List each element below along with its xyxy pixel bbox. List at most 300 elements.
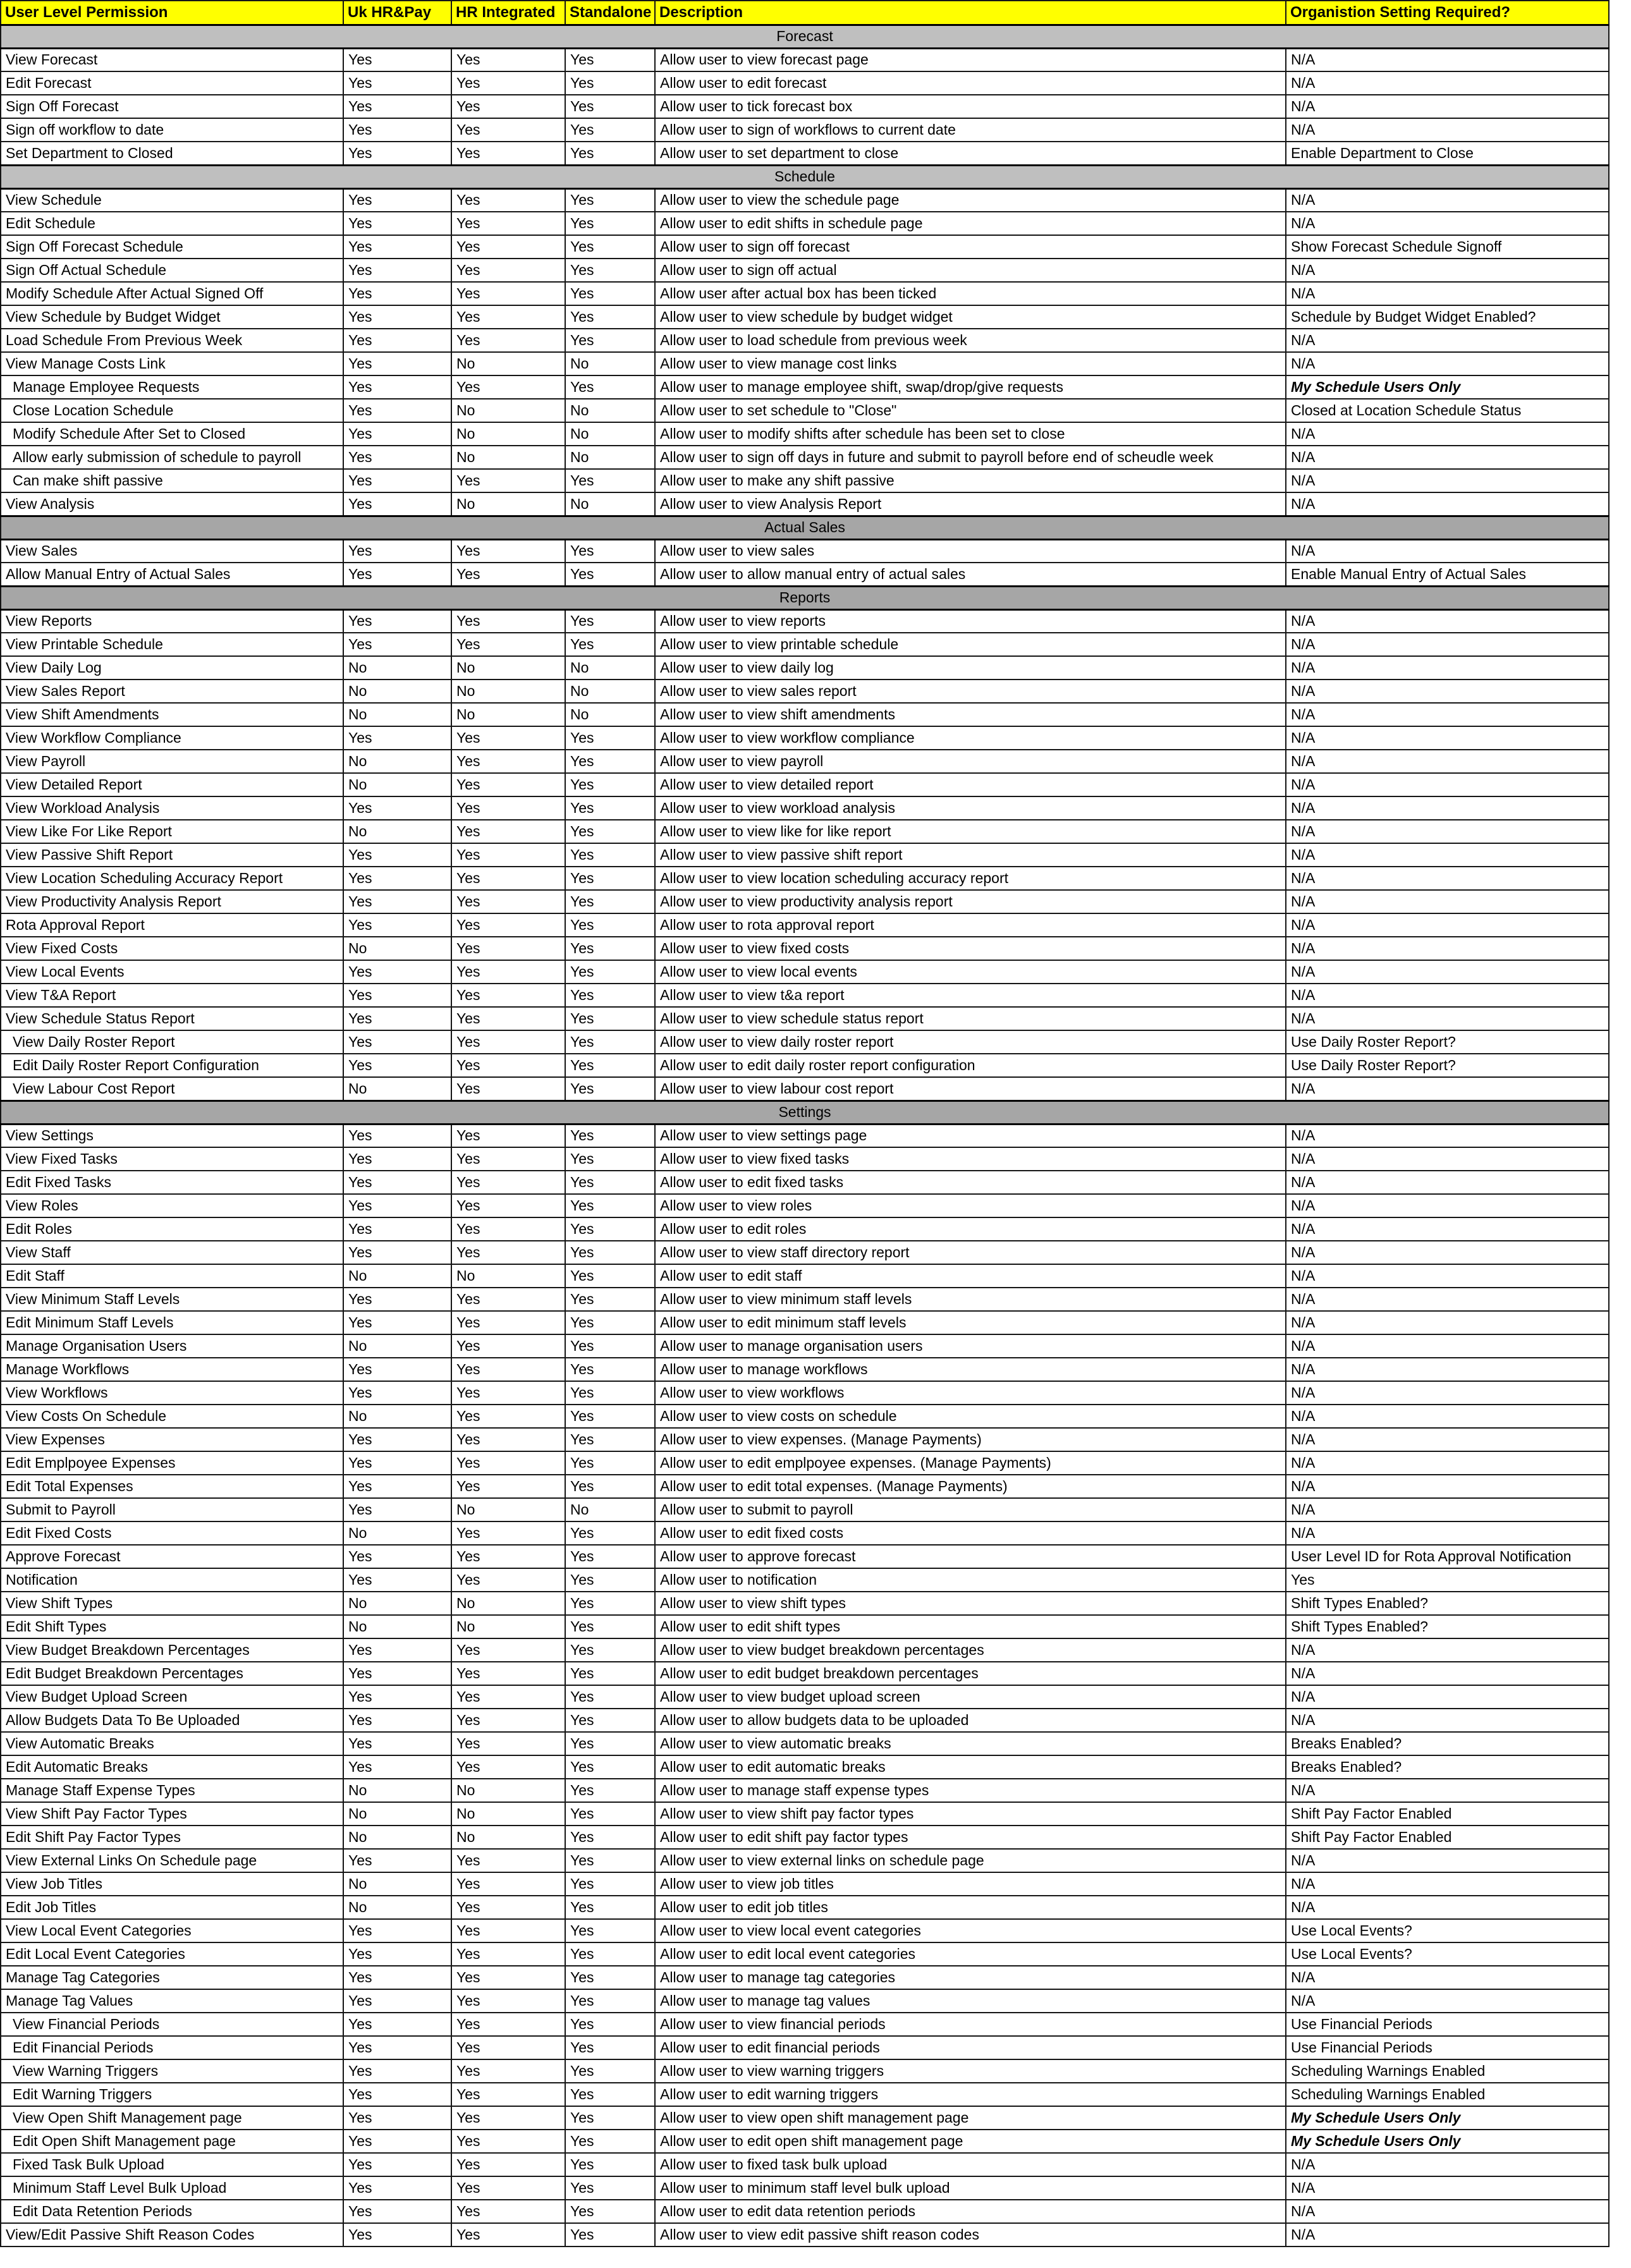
cell-uk-hrpay: Yes [343,984,451,1007]
cell-org-setting: Use Financial Periods [1286,2013,1609,2036]
cell-org-setting: N/A [1286,1194,1609,1217]
table-row [1,259,1609,282]
table-row [1,2013,1609,2036]
cell-uk-hrpay: No [343,773,451,796]
cell-standalone: Yes [565,2223,655,2247]
table-row [1,890,1609,913]
cell-org-setting: N/A [1286,1217,1609,1241]
cell-uk-hrpay: Yes [343,1147,451,1171]
cell-description: Allow user to make any shift passive [655,469,1286,492]
cell-uk-hrpay: Yes [343,1030,451,1054]
section-title-forecast: Forecast [1,25,1609,48]
cell-description: Allow user to view local event categories [655,1919,1286,1942]
cell-permission: Edit Minimum Staff Levels [1,1311,343,1334]
cell-uk-hrpay: Yes [343,212,451,235]
cell-description: Allow user to edit shift pay factor types [655,1826,1286,1849]
table-row [1,1311,1609,1334]
table-row [1,1475,1609,1498]
cell-permission: Modify Schedule After Set to Closed [1,422,343,446]
cell-permission: Edit Roles [1,1217,343,1241]
table-row [1,937,1609,960]
cell-permission: View Job Titles [1,1872,343,1896]
table-row [1,796,1609,820]
cell-description: Allow user to view financial periods [655,2013,1286,2036]
cell-permission: View Budget Upload Screen [1,1685,343,1709]
cell-hr-integrated: Yes [451,1124,565,1147]
table-row [1,1615,1609,1638]
table-row [1,1662,1609,1685]
cell-permission: Manage Organisation Users [1,1334,343,1358]
cell-hr-integrated: Yes [451,937,565,960]
cell-standalone: Yes [565,1896,655,1919]
cell-permission: View Automatic Breaks [1,1732,343,1755]
cell-permission: Can make shift passive [1,469,343,492]
cell-description: Allow user to manage staff expense types [655,1779,1286,1802]
cell-hr-integrated: Yes [451,2176,565,2200]
cell-permission: Minimum Staff Level Bulk Upload [1,2176,343,2200]
cell-org-setting: N/A [1286,703,1609,726]
cell-description: Allow user to edit minimum staff levels [655,1311,1286,1334]
cell-standalone: Yes [565,1755,655,1779]
cell-uk-hrpay: Yes [343,890,451,913]
cell-hr-integrated: No [451,399,565,422]
cell-org-setting: N/A [1286,2223,1609,2247]
cell-permission: View Shift Pay Factor Types [1,1802,343,1826]
cell-standalone: Yes [565,48,655,71]
cell-uk-hrpay: No [343,1521,451,1545]
cell-org-setting: N/A [1286,492,1609,516]
cell-standalone: Yes [565,1521,655,1545]
cell-standalone: Yes [565,2106,655,2130]
cell-description: Allow user to view the schedule page [655,188,1286,212]
cell-description: Allow user to minimum staff level bulk upload [655,2176,1286,2200]
cell-description: Allow user to view daily roster report [655,1030,1286,1054]
cell-description: Allow user to approve forecast [655,1545,1286,1568]
cell-standalone: Yes [565,726,655,750]
cell-uk-hrpay: Yes [343,375,451,399]
cell-description: Allow user to tick forecast box [655,95,1286,118]
cell-description: Allow user to view job titles [655,1872,1286,1896]
cell-uk-hrpay: Yes [343,796,451,820]
cell-standalone: Yes [565,773,655,796]
cell-permission: View Detailed Report [1,773,343,796]
table-row [1,843,1609,867]
cell-hr-integrated: Yes [451,1919,565,1942]
section-title-settings: Settings [1,1100,1609,1124]
cell-permission: Edit Data Retention Periods [1,2200,343,2223]
cell-description: Allow user to sign of workflows to current date [655,118,1286,142]
cell-uk-hrpay: No [343,1802,451,1826]
table-row [1,984,1609,1007]
cell-permission: View Open Shift Management page [1,2106,343,2130]
cell-hr-integrated: Yes [451,1311,565,1334]
cell-hr-integrated: Yes [451,960,565,984]
cell-org-setting: N/A [1286,773,1609,796]
cell-org-setting: N/A [1286,633,1609,656]
cell-description: Allow user to edit automatic breaks [655,1755,1286,1779]
cell-uk-hrpay: Yes [343,492,451,516]
table-row [1,1007,1609,1030]
cell-hr-integrated: Yes [451,2200,565,2223]
table-row [1,71,1609,95]
table-row [1,773,1609,796]
col-header-hr-integrated: HR Integrated [451,1,565,25]
cell-uk-hrpay: Yes [343,633,451,656]
cell-org-setting: N/A [1286,539,1609,563]
cell-permission: Edit Staff [1,1264,343,1288]
cell-org-setting: My Schedule Users Only [1286,2130,1609,2153]
cell-permission: View Local Events [1,960,343,984]
cell-hr-integrated: Yes [451,750,565,773]
cell-org-setting: Closed at Location Schedule Status [1286,399,1609,422]
cell-uk-hrpay: Yes [343,329,451,352]
table-row [1,142,1609,165]
cell-description: Allow user to view printable schedule [655,633,1286,656]
cell-uk-hrpay: Yes [343,1054,451,1077]
col-header-uk-hrpay: Uk HR&Pay [343,1,451,25]
cell-description: Allow user to edit data retention periods [655,2200,1286,2223]
cell-org-setting: N/A [1286,259,1609,282]
cell-description: Allow user to view forecast page [655,48,1286,71]
cell-description: Allow user to view local events [655,960,1286,984]
cell-hr-integrated: Yes [451,1077,565,1100]
cell-org-setting: N/A [1286,960,1609,984]
table-row [1,422,1609,446]
section-row-schedule [1,165,1609,188]
cell-standalone: Yes [565,1054,655,1077]
table-row [1,1030,1609,1054]
cell-permission: View Workflow Compliance [1,726,343,750]
cell-hr-integrated: Yes [451,235,565,259]
cell-description: Allow user to view Analysis Report [655,492,1286,516]
table-row [1,2059,1609,2083]
cell-standalone: Yes [565,1638,655,1662]
cell-org-setting: User Level ID for Rota Approval Notification [1286,1545,1609,1568]
cell-hr-integrated: Yes [451,2223,565,2247]
cell-standalone: Yes [565,1872,655,1896]
cell-hr-integrated: Yes [451,1545,565,1568]
cell-org-setting: N/A [1286,2200,1609,2223]
cell-permission: View Schedule by Budget Widget [1,305,343,329]
cell-permission: View Local Event Categories [1,1919,343,1942]
table-row [1,188,1609,212]
cell-description: Allow user to view location scheduling accuracy report [655,867,1286,890]
cell-standalone: Yes [565,1545,655,1568]
cell-uk-hrpay: Yes [343,1755,451,1779]
cell-hr-integrated: Yes [451,539,565,563]
cell-description: Allow user to view workload analysis [655,796,1286,820]
cell-description: Allow user to sign off forecast [655,235,1286,259]
cell-org-setting: N/A [1286,843,1609,867]
cell-hr-integrated: No [451,1615,565,1638]
table-row [1,2223,1609,2247]
cell-standalone: Yes [565,820,655,843]
cell-hr-integrated: Yes [451,1755,565,1779]
cell-hr-integrated: Yes [451,1451,565,1475]
cell-permission: Edit Total Expenses [1,1475,343,1498]
cell-hr-integrated: Yes [451,1685,565,1709]
cell-description: Allow user to edit job titles [655,1896,1286,1919]
cell-org-setting: N/A [1286,726,1609,750]
table-row [1,960,1609,984]
cell-standalone: Yes [565,118,655,142]
cell-description: Allow user to manage organisation users [655,1334,1286,1358]
cell-hr-integrated: No [451,422,565,446]
cell-permission: View Costs On Schedule [1,1405,343,1428]
cell-standalone: Yes [565,750,655,773]
cell-org-setting: N/A [1286,1989,1609,2013]
cell-description: Allow user to view labour cost report [655,1077,1286,1100]
cell-permission: Sign Off Forecast [1,95,343,118]
cell-hr-integrated: No [451,352,565,375]
cell-permission: Load Schedule From Previous Week [1,329,343,352]
cell-org-setting: Use Daily Roster Report? [1286,1054,1609,1077]
cell-description: Allow user to view manage cost links [655,352,1286,375]
cell-description: Allow user to view schedule by budget widget [655,305,1286,329]
cell-description: Allow user to edit daily roster report configuration [655,1054,1286,1077]
cell-hr-integrated: Yes [451,1872,565,1896]
cell-uk-hrpay: Yes [343,1709,451,1732]
cell-uk-hrpay: Yes [343,1288,451,1311]
cell-org-setting: N/A [1286,609,1609,633]
cell-permission: View Fixed Tasks [1,1147,343,1171]
cell-description: Allow user to view detailed report [655,773,1286,796]
cell-description: Allow user to sign off days in future and submit to payroll before end of scheudle week [655,446,1286,469]
cell-org-setting: Breaks Enabled? [1286,1755,1609,1779]
cell-org-setting: Shift Pay Factor Enabled [1286,1826,1609,1849]
cell-description: Allow user to notification [655,1568,1286,1592]
cell-hr-integrated: Yes [451,1568,565,1592]
cell-standalone: Yes [565,1849,655,1872]
cell-permission: View Productivity Analysis Report [1,890,343,913]
table-row [1,1171,1609,1194]
cell-uk-hrpay: Yes [343,1124,451,1147]
cell-standalone: Yes [565,1685,655,1709]
section-title-actual-sales: Actual Sales [1,516,1609,539]
cell-org-setting: N/A [1286,1147,1609,1171]
cell-org-setting: N/A [1286,446,1609,469]
cell-permission: Fixed Task Bulk Upload [1,2153,343,2176]
cell-permission: View Daily Roster Report [1,1030,343,1054]
cell-hr-integrated: Yes [451,1007,565,1030]
cell-description: Allow user to edit forecast [655,71,1286,95]
cell-description: Allow user to edit fixed costs [655,1521,1286,1545]
cell-org-setting: N/A [1286,2176,1609,2200]
cell-standalone: Yes [565,1030,655,1054]
cell-permission: View Labour Cost Report [1,1077,343,1100]
cell-standalone: No [565,492,655,516]
cell-description: Allow user to load schedule from previous week [655,329,1286,352]
cell-standalone: Yes [565,212,655,235]
cell-hr-integrated: No [451,446,565,469]
cell-standalone: Yes [565,1919,655,1942]
cell-permission: Allow early submission of schedule to payroll [1,446,343,469]
cell-hr-integrated: Yes [451,609,565,633]
cell-hr-integrated: Yes [451,2083,565,2106]
cell-standalone: Yes [565,1007,655,1030]
cell-hr-integrated: Yes [451,1638,565,1662]
cell-uk-hrpay: No [343,1592,451,1615]
cell-hr-integrated: Yes [451,2013,565,2036]
cell-org-setting: N/A [1286,1241,1609,1264]
section-title-reports: Reports [1,586,1609,609]
cell-standalone: Yes [565,843,655,867]
table-row [1,867,1609,890]
cell-permission: View Schedule Status Report [1,1007,343,1030]
cell-uk-hrpay: Yes [343,1475,451,1498]
section-row-reports [1,586,1609,609]
cell-hr-integrated: No [451,1498,565,1521]
cell-org-setting: Show Forecast Schedule Signoff [1286,235,1609,259]
table-row [1,492,1609,516]
cell-description: Allow user to view warning triggers [655,2059,1286,2083]
table-row [1,1709,1609,1732]
section-row-forecast [1,25,1609,48]
cell-permission: View T&A Report [1,984,343,1007]
cell-permission: View Sales [1,539,343,563]
cell-uk-hrpay: No [343,1334,451,1358]
cell-permission: View Workflows [1,1381,343,1405]
cell-description: Allow user to view workflow compliance [655,726,1286,750]
cell-description: Allow user to view fixed tasks [655,1147,1286,1171]
cell-org-setting: My Schedule Users Only [1286,2106,1609,2130]
cell-standalone: Yes [565,913,655,937]
cell-standalone: Yes [565,633,655,656]
cell-description: Allow user to view schedule status report [655,1007,1286,1030]
cell-description: Allow user to rota approval report [655,913,1286,937]
cell-hr-integrated: Yes [451,1849,565,1872]
cell-org-setting: Scheduling Warnings Enabled [1286,2083,1609,2106]
cell-description: Allow user to allow manual entry of actual sales [655,563,1286,586]
table-row [1,235,1609,259]
cell-hr-integrated: Yes [451,1405,565,1428]
cell-description: Allow user to view sales report [655,680,1286,703]
cell-org-setting: N/A [1286,1896,1609,1919]
cell-org-setting: N/A [1286,890,1609,913]
cell-org-setting: N/A [1286,212,1609,235]
cell-hr-integrated: Yes [451,2059,565,2083]
table-row [1,1826,1609,1849]
cell-hr-integrated: Yes [451,1171,565,1194]
cell-uk-hrpay: No [343,1077,451,1100]
cell-standalone: Yes [565,2013,655,2036]
cell-standalone: Yes [565,1405,655,1428]
cell-hr-integrated: Yes [451,1334,565,1358]
cell-hr-integrated: Yes [451,1896,565,1919]
table-row [1,703,1609,726]
table-row [1,1568,1609,1592]
cell-org-setting: N/A [1286,2153,1609,2176]
cell-description: Allow user to allow budgets data to be uploaded [655,1709,1286,1732]
cell-org-setting: N/A [1286,1521,1609,1545]
cell-org-setting: Use Financial Periods [1286,2036,1609,2059]
cell-hr-integrated: Yes [451,188,565,212]
cell-description: Allow user to view open shift management page [655,2106,1286,2130]
cell-description: Allow user to edit emplpoyee expenses. (Manage Payments) [655,1451,1286,1475]
table-row [1,2200,1609,2223]
cell-uk-hrpay: Yes [343,2036,451,2059]
cell-uk-hrpay: Yes [343,1568,451,1592]
cell-hr-integrated: Yes [451,1428,565,1451]
cell-hr-integrated: No [451,1592,565,1615]
cell-description: Allow user to view fixed costs [655,937,1286,960]
cell-description: Allow user to set schedule to "Close" [655,399,1286,422]
cell-org-setting: N/A [1286,1334,1609,1358]
cell-standalone: Yes [565,375,655,399]
cell-hr-integrated: Yes [451,796,565,820]
table-row [1,1124,1609,1147]
cell-org-setting: N/A [1286,71,1609,95]
cell-uk-hrpay: Yes [343,2176,451,2200]
cell-org-setting: Enable Manual Entry of Actual Sales [1286,563,1609,586]
cell-org-setting: N/A [1286,1849,1609,1872]
cell-hr-integrated: Yes [451,1521,565,1545]
col-header-organistion-setting-required: Organistion Setting Required? [1286,1,1609,25]
cell-org-setting: N/A [1286,1451,1609,1475]
table-row [1,48,1609,71]
cell-permission: Allow Manual Entry of Actual Sales [1,563,343,586]
cell-permission: View Sales Report [1,680,343,703]
cell-standalone: Yes [565,1147,655,1171]
cell-description: Allow user to manage tag categories [655,1966,1286,1989]
cell-uk-hrpay: Yes [343,1241,451,1264]
cell-uk-hrpay: Yes [343,352,451,375]
cell-standalone: Yes [565,563,655,586]
cell-hr-integrated: Yes [451,563,565,586]
cell-standalone: Yes [565,1615,655,1638]
cell-hr-integrated: Yes [451,2106,565,2130]
cell-standalone: Yes [565,2083,655,2106]
cell-org-setting: N/A [1286,1007,1609,1030]
cell-description: Allow user to view workflows [655,1381,1286,1405]
cell-uk-hrpay: No [343,1264,451,1288]
table-row [1,1358,1609,1381]
table-row [1,726,1609,750]
cell-standalone: Yes [565,142,655,165]
cell-permission: View Workload Analysis [1,796,343,820]
cell-hr-integrated: Yes [451,1662,565,1685]
col-header-user-level-permission: User Level Permission [1,1,343,25]
cell-permission: View Like For Like Report [1,820,343,843]
cell-hr-integrated: No [451,656,565,680]
cell-uk-hrpay: Yes [343,282,451,305]
cell-standalone: Yes [565,282,655,305]
cell-description: Allow user to edit budget breakdown percentages [655,1662,1286,1685]
cell-description: Allow user to edit warning triggers [655,2083,1286,2106]
table-row [1,750,1609,773]
cell-uk-hrpay: Yes [343,843,451,867]
cell-permission: Edit Shift Pay Factor Types [1,1826,343,1849]
cell-permission: Edit Job Titles [1,1896,343,1919]
cell-uk-hrpay: Yes [343,399,451,422]
cell-org-setting: N/A [1286,1966,1609,1989]
cell-standalone: Yes [565,2059,655,2083]
cell-permission: Edit Warning Triggers [1,2083,343,2106]
cell-permission: Edit Shift Types [1,1615,343,1638]
cell-hr-integrated: Yes [451,305,565,329]
cell-permission: View Staff [1,1241,343,1264]
table-row [1,1405,1609,1428]
cell-permission: Submit to Payroll [1,1498,343,1521]
cell-permission: Manage Employee Requests [1,375,343,399]
cell-hr-integrated: No [451,1264,565,1288]
cell-standalone: Yes [565,188,655,212]
cell-permission: Edit Emplpoyee Expenses [1,1451,343,1475]
table-row [1,352,1609,375]
cell-permission: Set Department to Closed [1,142,343,165]
cell-permission: Sign Off Forecast Schedule [1,235,343,259]
cell-org-setting: N/A [1286,1685,1609,1709]
